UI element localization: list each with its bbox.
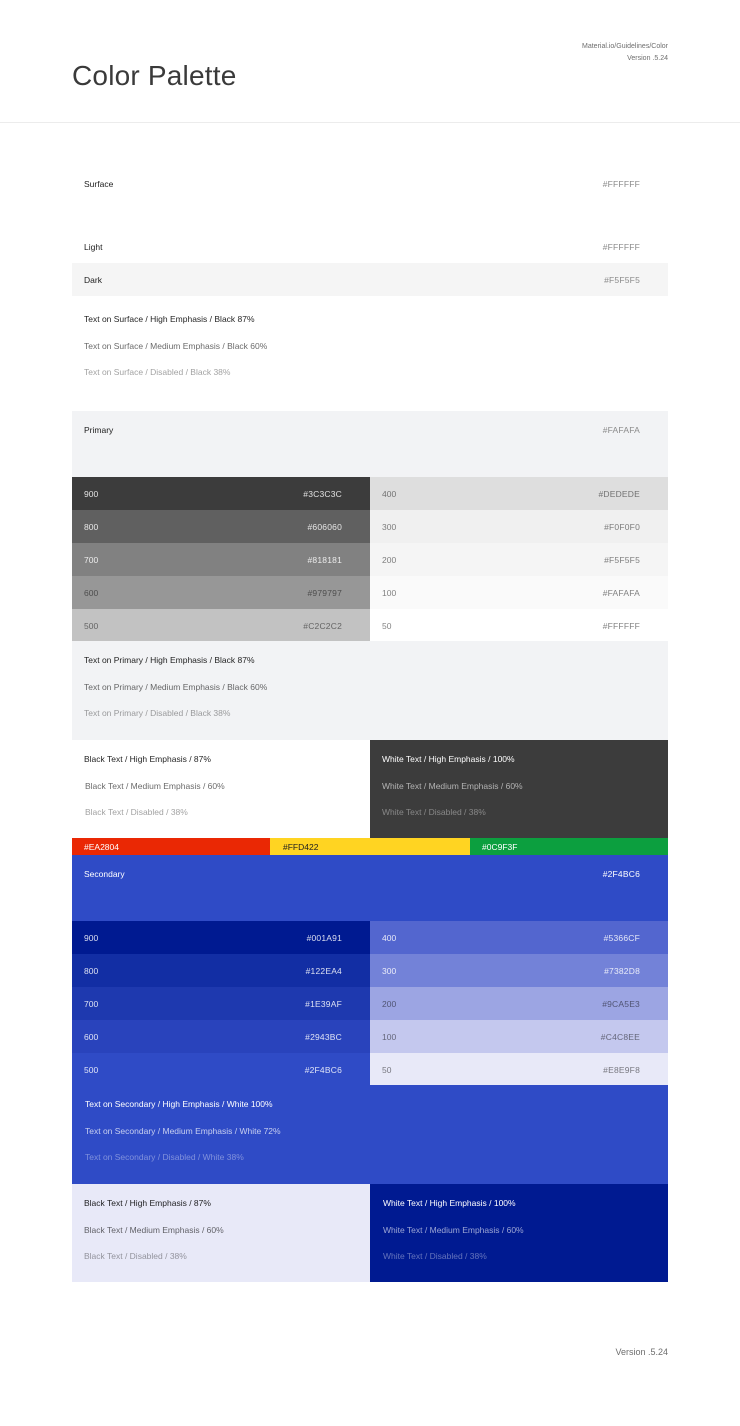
- secondary-shade-name: 600: [84, 1032, 99, 1042]
- status-red-swatch[interactable]: [72, 838, 270, 855]
- primary-shade-hex: #3C3C3C: [303, 489, 342, 499]
- secondary-shade-hex: #1E39AF: [305, 999, 342, 1009]
- status-colors: [72, 838, 668, 855]
- primary-shade-name: 700: [84, 555, 99, 565]
- secondary-hex: #2F4BC6: [602, 869, 640, 879]
- status-green-hex: #0C9F3F: [482, 842, 518, 852]
- secondary-swatch-600[interactable]: [72, 1020, 370, 1053]
- secondary-white-text-panel: [370, 1184, 668, 1282]
- secondary-swatch-500[interactable]: [72, 1053, 370, 1086]
- secondary-emphasis-block: [72, 1184, 668, 1282]
- primary-shade-name: 300: [382, 522, 397, 532]
- secondary-swatch-50[interactable]: [370, 1053, 668, 1086]
- primary-swatch-100[interactable]: [370, 576, 668, 609]
- status-green-swatch[interactable]: [470, 838, 668, 855]
- primary-shade-name: 100: [382, 588, 397, 598]
- white-text-panel: [370, 740, 668, 838]
- primary-swatch-900[interactable]: [72, 477, 370, 510]
- primary-swatch-500[interactable]: [72, 609, 370, 642]
- primary-shade-name: 200: [382, 555, 397, 565]
- secondary-shade-name: 200: [382, 999, 397, 1009]
- secondary-shade-name: 700: [84, 999, 99, 1009]
- secondary-shade-name: 50: [382, 1065, 392, 1075]
- black-text-medium: Black Text / Medium Emphasis / 60%: [85, 781, 225, 791]
- secondary-shade-hex: #7382D8: [604, 966, 640, 976]
- secondary-shade-name: 800: [84, 966, 99, 976]
- secondary-black-text-high: Black Text / High Emphasis / 87%: [84, 1198, 211, 1208]
- primary-shade-hex: #F5F5F5: [604, 555, 640, 565]
- secondary-shade-hex: #2943BC: [305, 1032, 342, 1042]
- primary-shade-hex: #DEDEDE: [598, 489, 640, 499]
- primary-swatch[interactable]: [72, 411, 668, 477]
- primary-shade-name: 500: [84, 621, 99, 631]
- surface-swatch[interactable]: [72, 164, 668, 204]
- white-text-disabled: White Text / Disabled / 38%: [382, 807, 486, 817]
- secondary-swatch[interactable]: [72, 855, 668, 921]
- primary-dark-shades: [72, 477, 370, 642]
- primary-hex: #FAFAFA: [602, 425, 640, 435]
- guideline-path[interactable]: Material.io/Guidelines/Color: [582, 43, 668, 50]
- secondary-black-text-panel: [72, 1184, 370, 1282]
- surface-text-high: Text on Surface / High Emphasis / Black 87%: [84, 314, 255, 324]
- primary-emphasis-block: [72, 740, 668, 838]
- header-meta: [582, 41, 668, 65]
- primary-shade-name: 600: [84, 588, 99, 598]
- primary-shade-hex: #979797: [307, 588, 342, 598]
- surface-dark-label: Dark: [84, 275, 102, 285]
- secondary-text-medium: Text on Secondary / Medium Emphasis / White 72%: [85, 1126, 281, 1136]
- secondary-swatch-700[interactable]: [72, 987, 370, 1020]
- page-title: Color Palette: [72, 60, 237, 91]
- secondary-swatch-900[interactable]: [72, 921, 370, 954]
- secondary-white-text-medium: White Text / Medium Emphasis / 60%: [383, 1225, 524, 1235]
- primary-swatch-50[interactable]: [370, 609, 668, 642]
- surface-label: Surface: [84, 179, 114, 189]
- footer-version: Version .5.24: [615, 1347, 668, 1357]
- primary-light-shades: [370, 477, 668, 642]
- primary-swatch-200[interactable]: [370, 543, 668, 576]
- secondary-shade-hex: #E8E9F8: [603, 1065, 640, 1075]
- status-yellow-swatch[interactable]: [270, 838, 470, 855]
- primary-swatch-600[interactable]: [72, 576, 370, 609]
- primary-shade-hex: #F0F0F0: [604, 522, 640, 532]
- secondary-white-text-high: White Text / High Emphasis / 100%: [383, 1198, 516, 1208]
- secondary-shade-hex: #122EA4: [305, 966, 342, 976]
- secondary-shade-name: 400: [382, 933, 397, 943]
- secondary-shade-hex: #001A91: [306, 933, 342, 943]
- surface-light-label: Light: [84, 242, 103, 252]
- status-red-hex: #EA2804: [84, 842, 119, 852]
- primary-shade-hex: #FAFAFA: [602, 588, 640, 598]
- black-text-high: Black Text / High Emphasis / 87%: [84, 754, 211, 764]
- surface-light-swatch[interactable]: [72, 230, 668, 263]
- primary-shade-name: 50: [382, 621, 392, 631]
- primary-swatch-700[interactable]: [72, 543, 370, 576]
- secondary-text-disabled: Text on Secondary / Disabled / White 38%: [85, 1152, 244, 1162]
- white-text-medium: White Text / Medium Emphasis / 60%: [382, 781, 523, 791]
- primary-shades: [72, 477, 668, 642]
- secondary-shade-hex: #5366CF: [603, 933, 640, 943]
- primary-shade-name: 800: [84, 522, 99, 532]
- white-text-high: White Text / High Emphasis / 100%: [382, 754, 515, 764]
- primary-shade-hex: #FFFFFF: [602, 621, 640, 631]
- primary-swatch-400[interactable]: [370, 477, 668, 510]
- surface-dark-swatch[interactable]: [72, 263, 668, 296]
- primary-shade-hex: #C2C2C2: [303, 621, 342, 631]
- secondary-shade-hex: #C4C8EE: [600, 1032, 640, 1042]
- black-text-panel: [72, 740, 370, 838]
- surface-text-disabled: Text on Surface / Disabled / Black 38%: [84, 367, 231, 377]
- primary-swatch-300[interactable]: [370, 510, 668, 543]
- secondary-shade-name: 100: [382, 1032, 397, 1042]
- primary-swatch-800[interactable]: [72, 510, 370, 543]
- secondary-shades: [72, 921, 668, 1086]
- secondary-shade-name: 500: [84, 1065, 99, 1075]
- secondary-text-block: [72, 1085, 668, 1184]
- primary-text-high: Text on Primary / High Emphasis / Black 87%: [84, 655, 255, 665]
- surface-light-hex: #FFFFFF: [602, 242, 640, 252]
- primary-shade-name: 400: [382, 489, 397, 499]
- primary-text-medium: Text on Primary / Medium Emphasis / Black 60%: [84, 682, 268, 692]
- secondary-black-text-disabled: Black Text / Disabled / 38%: [84, 1251, 187, 1261]
- secondary-shade-name: 900: [84, 933, 99, 943]
- secondary-text-high: Text on Secondary / High Emphasis / White 100%: [85, 1099, 273, 1109]
- surface-text-medium: Text on Surface / Medium Emphasis / Black 60%: [84, 341, 268, 351]
- secondary-black-text-medium: Black Text / Medium Emphasis / 60%: [84, 1225, 224, 1235]
- secondary-swatch-400[interactable]: [370, 921, 668, 954]
- secondary-shade-hex: #9CA5E3: [602, 999, 640, 1009]
- black-text-disabled: Black Text / Disabled / 38%: [85, 807, 188, 817]
- secondary-label: Secondary: [84, 869, 125, 879]
- primary-shade-hex: #818181: [307, 555, 342, 565]
- secondary-shade-name: 300: [382, 966, 397, 976]
- primary-text-block: [72, 641, 668, 740]
- primary-shade-hex: #606060: [307, 522, 342, 532]
- secondary-swatch-200[interactable]: [370, 987, 668, 1020]
- secondary-shade-hex: #2F4BC6: [304, 1065, 342, 1075]
- secondary-swatch-800[interactable]: [72, 954, 370, 987]
- surface-text-block: [72, 296, 668, 400]
- surface-dark-hex: #F5F5F5: [604, 275, 640, 285]
- status-yellow-hex: #FFD422: [283, 842, 319, 852]
- secondary-light-shades: [370, 921, 668, 1086]
- secondary-dark-shades: [72, 921, 370, 1086]
- header-divider: [0, 122, 740, 123]
- secondary-swatch-100[interactable]: [370, 1020, 668, 1053]
- primary-text-disabled: Text on Primary / Disabled / Black 38%: [84, 708, 231, 718]
- secondary-white-text-disabled: White Text / Disabled / 38%: [383, 1251, 487, 1261]
- secondary-swatch-300[interactable]: [370, 954, 668, 987]
- header-version: Version .5.24: [627, 55, 668, 62]
- surface-hex: #FFFFFF: [602, 179, 640, 189]
- primary-label: Primary: [84, 425, 114, 435]
- primary-shade-name: 900: [84, 489, 99, 499]
